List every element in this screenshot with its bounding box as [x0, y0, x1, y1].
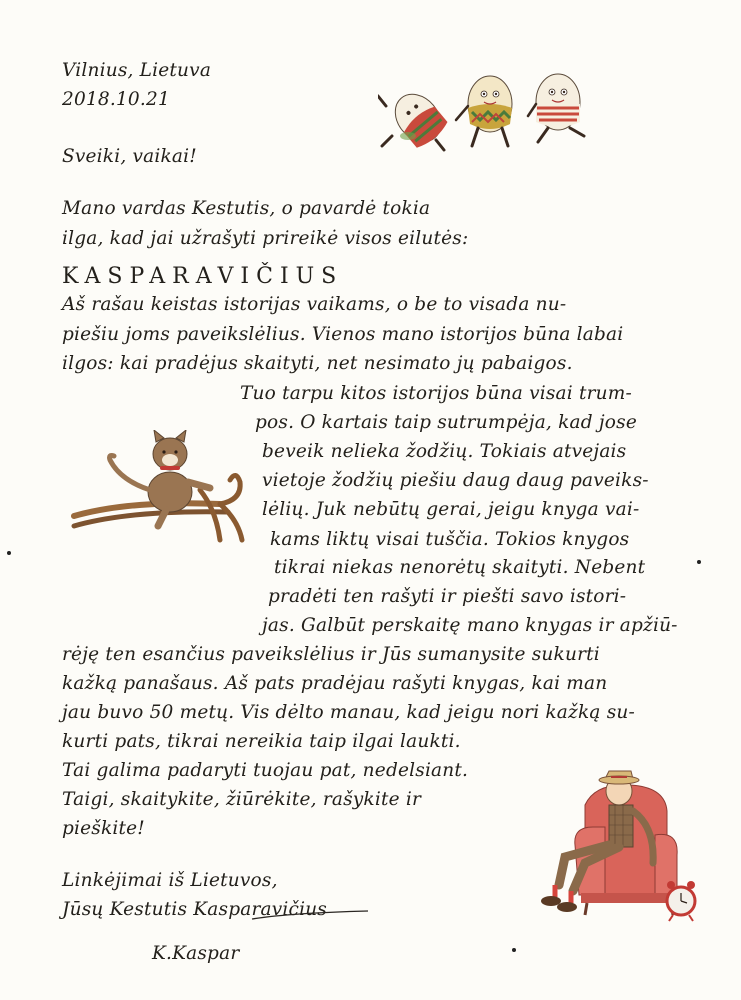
letter-place: Vilnius, Lietuva [62, 60, 212, 81]
body-line: pradėti ten rašyti ir piešti savo istori- [268, 586, 627, 607]
body-line: jas. Galbūt perskaitę mano knygas ir apžiū- [262, 615, 678, 636]
body-line: ilgos: kai pradėjus skaityti, net nesimato jų pabaigos. [62, 353, 573, 374]
body-line: pos. O kartais taip sutrumpėja, kad jose [255, 412, 637, 433]
signature-flourish [250, 905, 370, 925]
ink-dot [697, 560, 701, 564]
letter-date: 2018.10.21 [62, 89, 170, 110]
body-line: lėlių. Juk nebūtų gerai, jeigu knyga vai- [262, 499, 640, 520]
greeting: Sveiki, vaikai! [62, 146, 197, 167]
humpty-dumpty-eggs-illustration [378, 66, 596, 162]
body-line: Tai galima padaryti tuojau pat, nedelsiant. [62, 760, 469, 781]
ink-dot [512, 948, 516, 952]
man-sleeping-in-armchair-illustration [515, 735, 705, 925]
body-line: beveik nelieka žodžių. Tokiais atvejais [262, 441, 627, 462]
intro-line: ilga, kad jai užrašyti prireikė visos eilutės: [62, 228, 469, 249]
body-line: piešiu joms paveikslėlius. Vienos mano istorijos būna labai [62, 324, 624, 345]
body-line: jau buvo 50 metų. Vis dėlto manau, kad jeigu nori kažką su- [62, 702, 635, 723]
body-line: tikrai niekas nenorėtų skaityti. Nebent [274, 557, 646, 578]
closing-line: Linkėjimai iš Lietuvos, [62, 870, 278, 891]
body-line: rėję ten esančius paveikslėlius ir Jūs sumanysite sukurti [62, 644, 600, 665]
body-line: kurti pats, tikrai nereikia taip ilgai laukti. [62, 731, 461, 752]
signature: K.Kaspar [152, 943, 240, 964]
surname-title: KASPARAVIČIUS [62, 264, 344, 289]
body-line: kams liktų visai tuščia. Tokios knygos [270, 529, 630, 550]
body-line: kažką panašaus. Aš pats pradėjau rašyti knygas, kai man [62, 673, 608, 694]
closing-line: Jūsų Kestutis Kasparavičius [62, 899, 328, 920]
body-line: Aš rašau keistas istorijas vaikams, o be to visada nu- [62, 294, 567, 315]
body-line: Taigi, skaitykite, žiūrėkite, rašykite ir [62, 789, 421, 810]
body-line: pieškite! [62, 818, 145, 839]
body-line: Tuo tarpu kitos istorijos būna visai trum- [240, 383, 632, 404]
intro-line: Mano vardas Kestutis, o pavardė tokia [62, 198, 431, 219]
ink-dot [7, 551, 11, 555]
body-line: vietoje žodžių piešiu daug daug paveiks- [262, 470, 649, 491]
cat-on-sled-illustration [70, 430, 255, 550]
